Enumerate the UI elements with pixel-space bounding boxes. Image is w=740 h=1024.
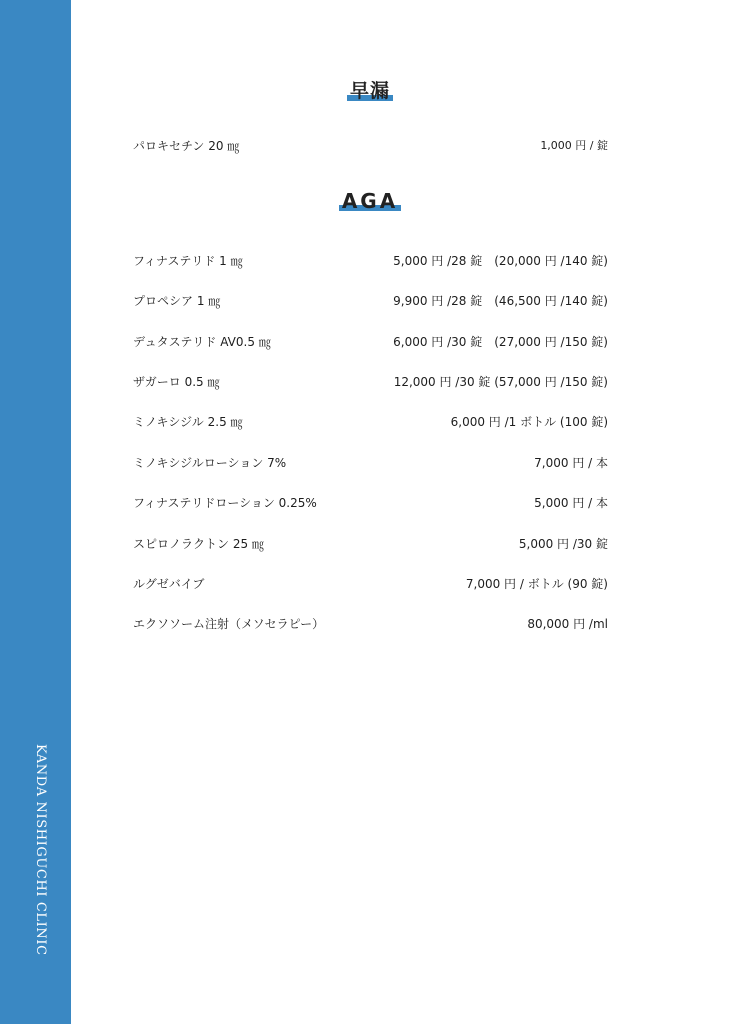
price-row-aga-2	[133, 332, 608, 352]
item-name: フィナステリドローション 0.25%	[133, 496, 317, 510]
item-price: 5,000 円 /30 錠	[518, 537, 608, 551]
item-name: ミノキシジルローション 7%	[133, 456, 287, 470]
item-name: フィナステリド 1 ㎎	[133, 254, 243, 268]
price-row-aga-3	[133, 372, 608, 392]
item-price: 6,000 円 /30 錠 (27,000 円 /150 錠)	[393, 335, 608, 349]
price-row-aga-6	[133, 493, 608, 513]
item-price: 7,000 円 / ボトル (90 錠)	[465, 577, 608, 591]
price-row-aga-7	[133, 534, 608, 554]
price-row-pe-0	[133, 136, 608, 156]
item-name: エクソソーム注射（メソセラピー）	[133, 617, 325, 631]
price-row-aga-9	[133, 614, 608, 634]
section-title-pe-text: 早漏	[349, 80, 390, 102]
item-name: ルグゼバイブ	[133, 577, 205, 591]
sidebar	[0, 0, 71, 1024]
item-price: 5,000 円 / 本	[534, 496, 608, 510]
item-name: スピロノラクトン 25 ㎎	[133, 537, 264, 551]
item-price: 7,000 円 / 本	[534, 456, 608, 470]
price-row-aga-0	[133, 251, 608, 271]
section-title-pe	[0, 76, 740, 103]
item-name: パロキセチン 20 ㎎	[133, 139, 240, 153]
price-row-aga-1	[133, 291, 608, 311]
item-price: 9,900 円 /28 錠 (46,500 円 /140 錠)	[393, 294, 608, 308]
price-row-aga-8	[133, 574, 608, 594]
price-row-aga-5	[133, 453, 608, 473]
item-price: 6,000 円 /1 ボトル (100 錠)	[450, 415, 608, 429]
item-name: ミノキシジル 2.5 ㎎	[133, 415, 243, 429]
item-price: 5,000 円 /28 錠 (20,000 円 /140 錠)	[393, 254, 608, 268]
price-row-aga-4	[133, 412, 608, 432]
item-price: 80,000 円 /ml	[527, 617, 608, 631]
item-name: ザガーロ 0.5 ㎎	[133, 375, 220, 389]
section-title-aga-text: AGA	[341, 189, 399, 213]
title-underline-group	[350, 76, 390, 103]
section-title-aga	[0, 189, 740, 213]
clinic-name-vertical: KANDA NISHIGUCHI CLINIC	[33, 744, 48, 956]
item-name: プロペシア 1 ㎎	[133, 294, 221, 308]
item-price: 1,000 円 / 錠	[540, 139, 608, 152]
item-price: 12,000 円 /30 錠 (57,000 円 /150 錠)	[393, 375, 608, 389]
item-name: デュタステリド AV0.5 ㎎	[133, 335, 271, 349]
title-underline-group	[342, 189, 398, 213]
